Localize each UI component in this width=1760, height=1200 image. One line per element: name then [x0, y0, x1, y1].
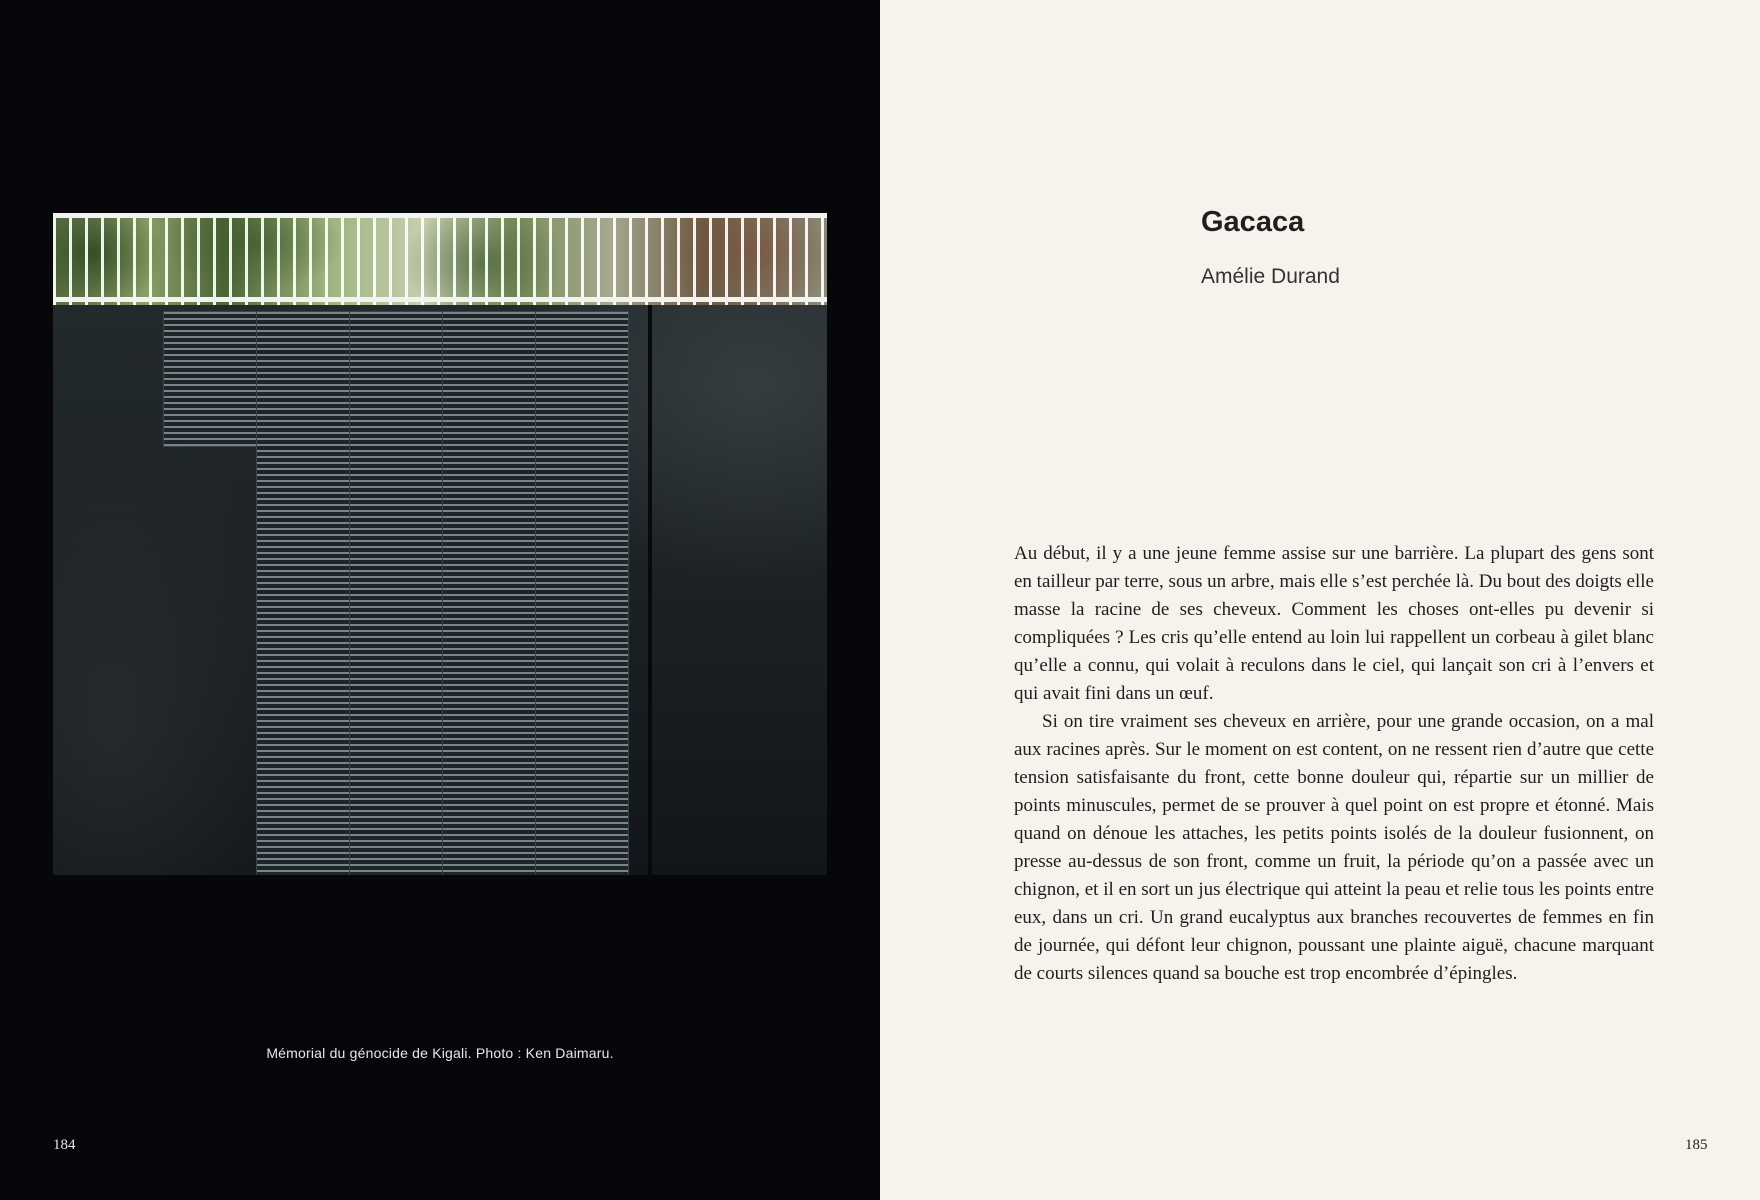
body-paragraph: Au début, il y a une jeune femme assise sur une barrière. La plupart des gens sont en tailleur par terre, sous un arbre, mais elle s’est perchée là. Du bout des doigts elle masse la racine de ses cheveux. Comment les choses ont-elles pu devenir si compliquées ? Les cris qu’elle entend au loin lui rappellent un corbeau à gilet blanc qu’elle a connu, qui volait à reculons dans le ciel, qui lançait son cri à l’envers et qui avait fini dans un œuf.	[1014, 543, 1654, 704]
article-title: Gacaca	[1201, 206, 1305, 238]
name-plaque	[535, 311, 629, 875]
article-author: Amélie Durand	[1201, 265, 1340, 288]
article-body	[1014, 540, 1654, 988]
page-number-left: 184	[53, 1137, 76, 1153]
page-number-right: 185	[1685, 1137, 1708, 1153]
white-railing	[53, 213, 827, 305]
name-plaque	[163, 311, 257, 447]
name-plaque	[442, 311, 536, 875]
memorial-wall-photo	[53, 213, 827, 875]
name-plaque	[349, 311, 443, 875]
wall-seam	[648, 305, 652, 875]
body-paragraph: Si on tire vraiment ses cheveux en arrière, pour une grande occasion, on a mal aux racines après. Sur le moment on est content, on ne ressent rien d’autre que cette tension satisfaisante du front, cette bonne douleur qui, répartie sur un millier de points minuscules, permet de se prouver à quel point on est propre et étonné. Mais quand on dénoue les attaches, les petits points isolés de la douleur fusionnent, on presse au-dessus de son front, comme un fruit, la période qu’on a passée avec un chignon, et il en sort un jus électrique qui atteint la peau et relie tous les points entre eux, dans un cri. Un grand eucalyptus aux branches recouvertes de femmes en fin de journée, qui défont leur chignon, poussant une plainte aiguë, chacune marquant de courts silences quand sa bouche est trop encombrée d’épingles.	[1014, 711, 1654, 984]
name-plaque	[256, 311, 350, 875]
photo-caption: Mémorial du génocide de Kigali. Photo : Ken Daimaru.	[266, 1045, 614, 1061]
